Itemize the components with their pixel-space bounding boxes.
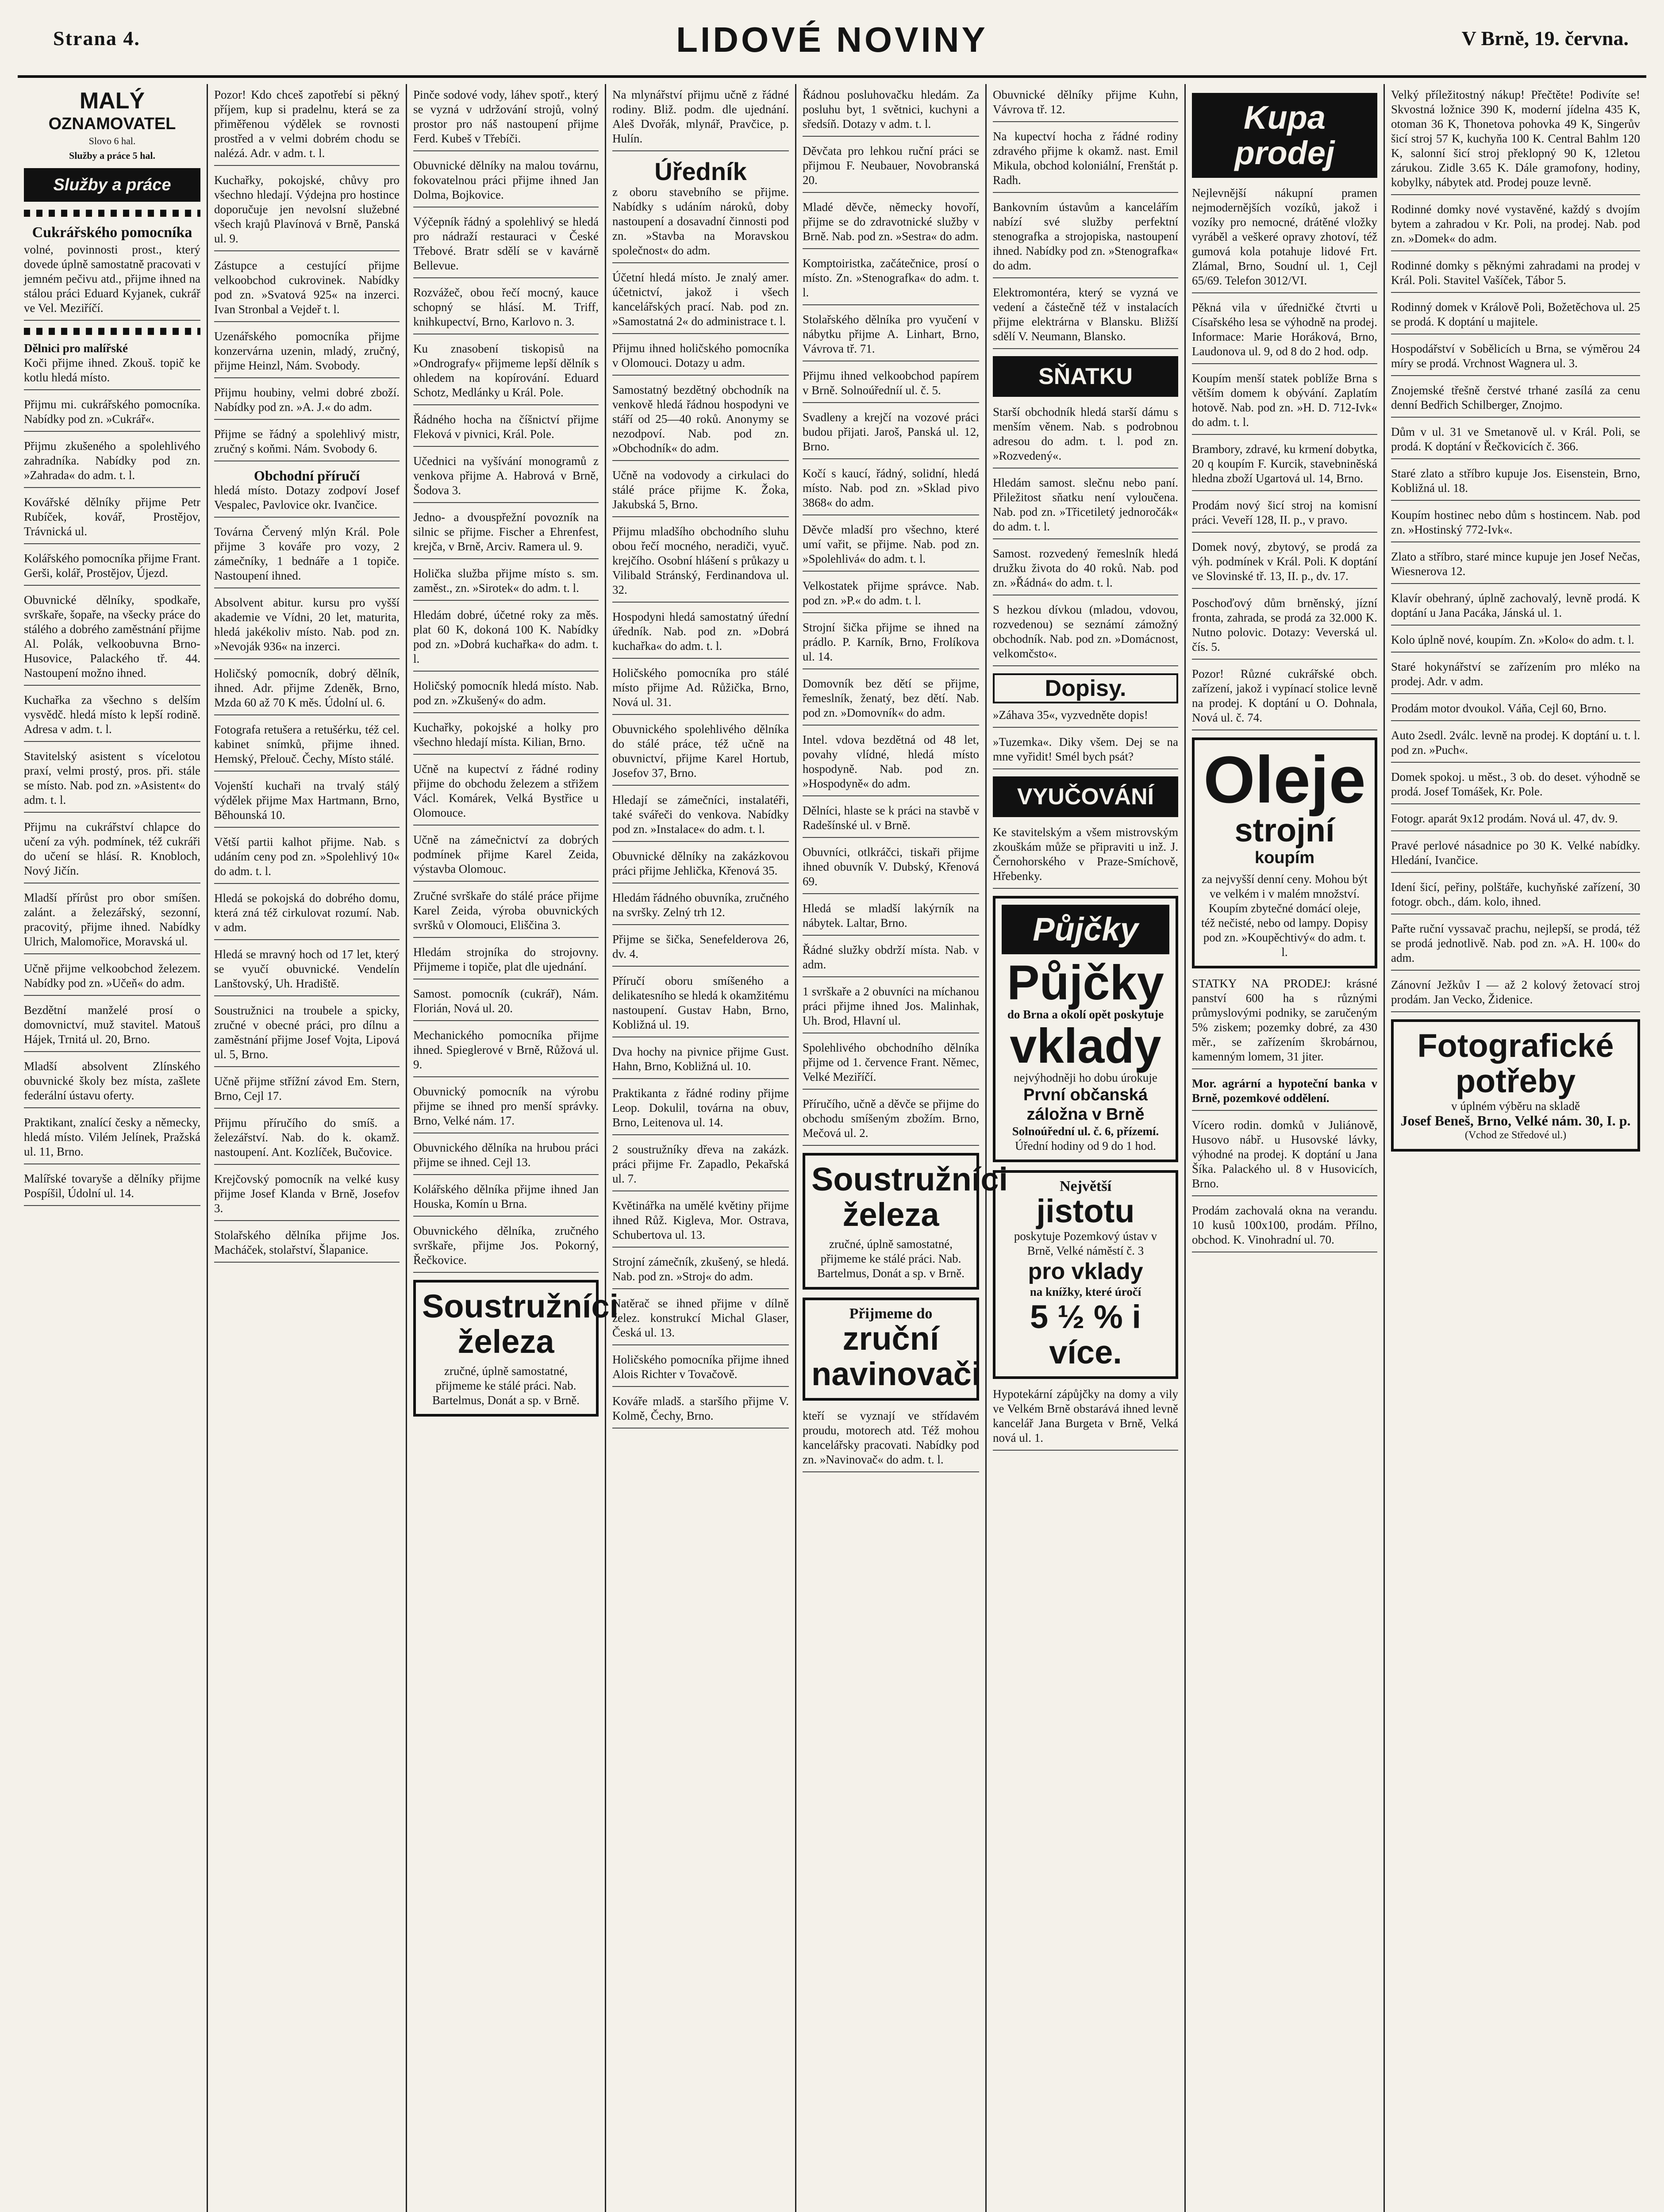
classified-ad: Kovářské dělníky přijme Petr Rubíček, kovář, Prostějov, Trávnická ul. (24, 495, 200, 544)
classified-ad: Ku znasobení tiskopisů na »Ondrografy« přijmeme lepší dělník s ohledem na kopírování. Eduard Schotz, Medlánky u Král. Pole. (413, 342, 599, 405)
classified-ad: Rozvážeč, obou řečí mocný, kauce schopný se hlásí. M. Triff, knihkupectví, Brno, Karlovo n. 3. (413, 285, 599, 334)
classified-ad: Řádného hocha na číšnictví přijme Fleková v pivnici, Král. Pole. (413, 412, 599, 447)
classified-ad: Kuchařky, pokojské a holky pro všechno hledají místa. Kilian, Brno. (413, 720, 599, 755)
classified-ad: Pozor! Kdo chceš zapotřebí si pěkný příjem, kup si pradelnu, která se za přiměřenou výdělek se rovnosti prostřed a v velmi dobrém chodu se nalézá. Adr. v adm. t. l. (214, 88, 400, 166)
classified-ad: Holičského pomocníka přijme ihned Alois Richter v Tovačově. (612, 1352, 789, 1387)
classified-ad: Velký příležitostný nákup! Přečtěte! Podivíte se! Skvostná ložnice 390 K, moderní jídelna 435 K, otoman 36 K, Thonetova pohovka 49 K, Singerův šicí stroj 57 K, kuchyňa 100 K. Central Bahlm 120 K, salonní šicí stroj překlopný 90 K, 12letou zárukou. Zidle 3.65 K. Dále gramofony, hodiny, kobylky, nábytek atd. Prodej pouze levně. (1391, 88, 1640, 195)
classified-ad: Květinářka na umělé květiny přijme ihned Růž. Kigleva, Mor. Ostrava, Schubertova ul. 13. (612, 1198, 789, 1248)
classified-ad: Učednici na vyšívání monogramů z venkova přijme A. Habrová v Brně, Šodova 3. (413, 454, 599, 503)
classified-ad: Hledá se mladší lakýrník na nábytek. Laltar, Brno. (803, 901, 979, 936)
classified-ad: Holičský pomocník, dobrý dělník, ihned. Adr. přijme Zdeněk, Brno, Mzda 60 až 70 K měs. Údolní ul. 6. (214, 666, 400, 715)
classified-ad: Hospodářství v Sobělicích u Brna, se výměrou 24 míry se prodá. Vrchnost Wagnera ul. 3. (1391, 342, 1640, 376)
classified-ad: Strojní zámečník, zkušený, se hledá. Nab. pod zn. »Stroj« do adm. (612, 1255, 789, 1289)
classified-ad: Hledám samost. slečnu nebo paní. Přiležitost sňatku není vyloučena. Nab. pod zn. »Třicetiletý jednoročák« do adm. t. l. (993, 476, 1178, 539)
classified-ad: Učně na zámečnictví za dobrých podmínek přijme Karel Zeida, výstavba Olomouc. (413, 833, 599, 882)
page-number: Strana 4. (53, 27, 140, 50)
classified-ad: Fotografa retušera a retušérku, též cel. kabinet snímků, přijme ihned. Hemský, Přelouč. Čechy, Místo stálé. (214, 722, 400, 772)
classified-ad: Bankovním ústavům a kancelářím nabízí své služby perfektní stenografka a strojopiska, nastoupení ihned. Nabídky pod zn. »Stenografka« do adm. (993, 200, 1178, 278)
classified-ad: Přijmu na cukrářství chlapce do učení za výh. podmínek, též cukráři do učení se hlásí. R. Knobloch, Nový Jičín. (24, 820, 200, 883)
classified-ad: Obuvníci, otlkráčci, tiskaři přijme ihned obuvník V. Dubský, Křenová 69. (803, 845, 979, 894)
section-koupe-prodej: Kupa prodej (1192, 93, 1377, 178)
classified-ad: Intel. vdova bezdětná od 48 let, povahy vlídné, hledá místo hospodyně. Nab. pod zn. »Hospodyně« do adm. (803, 733, 979, 796)
classified-ad: Uzenářského pomocníka přijme konzervárna uzenin, mladý, zručný, přijme Heinzl, Nám. Svobody. (214, 329, 400, 378)
classified-ad: Učně přijme velkoobchod železem. Nabídky pod zn. »Učeň« do adm. (24, 961, 200, 996)
classified-ad: Natěrač se ihned přijme v dílně želez. konstrukcí Michal Glaser, Česká ul. 13. (612, 1296, 789, 1345)
classified-ad: Ke stavitelským a všem mistrovským zkouškám může se připraviti u inž. J. Černohorského v Praze-Smíchově, Hřebenky. (993, 825, 1178, 889)
classified-ad: Velkostatek přijme správce. Nab. pod zn. »P.« do adm. t. l. (803, 579, 979, 613)
divider (24, 328, 200, 335)
classified-ad: Stavitelský asistent s vícelotou praxí, velmi prostý, pros. při. stále se místo. Nab. pod zn. »Asistent« do adm. t. l. (24, 749, 200, 813)
classified-ad: Mladé děvče, německy hovoří, přijme se do zdravotnické služby v Brně. Nab. pod zn. »Sestra« do adm. (803, 200, 979, 249)
classified-ad: Hospodyni hledá samostatný úřední úředník. Nab. pod zn. »Dobrá kuchařka« do adm. t. l. (612, 610, 789, 659)
column-1 (18, 84, 208, 2212)
classified-ad: Pinče sodové vody, láhev spotř., který se vyzná v udržování strojů, volný prostor pro náš nastoupení přijme Ferd. Kubeš v Třebíči. (413, 88, 599, 151)
classified-ad: Prodám motor dvoukol. Váňa, Cejl 60, Brno. (1391, 701, 1640, 721)
classified-ad: Spolehlivého obchodního dělníka přijme od 1. července Frant. Němec, Velké Meziříčí. (803, 1041, 979, 1090)
classified-ad: Mor. agrární a hypoteční banka v Brně, pozemkové oddělení. (1192, 1076, 1377, 1111)
column-8 (1385, 84, 1646, 2212)
column-4 (606, 84, 796, 2212)
classified-ad: Kolářského pomocníka přijme Frant. Gerši, kolář, Prostějov, Újezd. (24, 551, 200, 586)
classified-ad: Hledám řádného obuvníka, zručného na svršky. Zelný trh 12. (612, 891, 789, 925)
classified-ad: Poschoďový dům brněnský, jízní fronta, zahrada, se prodá za 32.000 K. Nutno polovic. Dotazy: Veverská ul. čís. 5. (1192, 596, 1377, 660)
classified-ad: Rodinné domky nové vystavěné, každý s dvojím bytem a zahradou v Kr. Poli, na prodej. Nab. pod zn. »Domek« do adm. (1391, 202, 1640, 251)
classified-ad: Obuvnického dělníka na hrubou práci přijme se ihned. Cejl 13. (413, 1141, 599, 1175)
classified-ad: Zlato a stříbro, staré mince kupuje jen Josef Nečas, Wiesnerova 12. (1391, 549, 1640, 584)
classified-ad: Staré zlato a stříbro kupuje Jos. Eisenstein, Brno, Kobližná ul. 18. (1391, 466, 1640, 501)
classified-ad: Samost. rozvedený řemeslník hledá družku života do 40 roků. Nab. pod zn. »Řádná« do adm. t. l. (993, 546, 1178, 595)
classified-ad: Strojní šička přijme se ihned na prádlo. P. Karník, Brno, Frolíkova ul. 14. (803, 620, 979, 669)
classified-ad: Řádné služky obdrží místa. Nab. v adm. (803, 943, 979, 977)
classified-ad: Hledají se zámečníci, instalatéři, také svářeči do venkova. Nabídky pod zn. »Instalace« do adm. t. l. (612, 793, 789, 842)
display-ad-soustruznici: Soustružníci železa zručné, úplně samostatné, přijmeme ke stálé práci. Nab. Bartelmus, Donát a sp. v Brně. (413, 1280, 599, 1417)
classified-ad: Pařte ruční vyssavač prachu, nejlepší, se prodá, též se prodá jednotlivě. Nab. pod zn. »A. H. 100« do adm. (1391, 922, 1640, 971)
classified-ad: Přijmu ihned velkoobchod papírem v Brně. Solnoúředníí ul. č. 5. (803, 369, 979, 403)
classified-ad: Klavír obehraný, úplně zachovalý, levně prodá. K doptání u Jana Pacáka, Jánská ul. 1. (1391, 591, 1640, 626)
classified-ad: Krejčovský pomocník na velké kusy přijme Josef Klanda v Brně, Josefov 3. (214, 1172, 400, 1221)
classified-ad: Obuvnický pomocník na výrobu přijme se ihned pro menší správky. Brno, Velké nám. 17. (413, 1084, 599, 1133)
column-5 (796, 84, 1008, 2212)
classified-ad: Praktikant, znalící česky a německy, hledá místo. Vilém Jelínek, Pražská ul. 11, Brno. (24, 1115, 200, 1164)
section-sluzby-a-prace: Služby a práce (24, 168, 200, 202)
classified-ad: Kuchařka za všechno s delším vysvědč. hledá místo k lepší rodině. Adresa v adm. t. l. (24, 693, 200, 742)
classified-ad: Zánovní Ježkův I — až 2 kolový žetovací stroj prodám. Jan Vecko, Židenice. (1391, 978, 1640, 1012)
classified-ad: Auto 2sedl. 2válc. levně na prodej. K doptání u. t. l. pod zn. »Puch«. (1391, 728, 1640, 763)
classified-ad: Kočí s kaucí, řádný, solidní, hledá místo. Nab. pod zn. »Sklad pivo 3868« do adm. (803, 466, 979, 515)
classified-ad: Domek spokoj. u měst., 3 ob. do deset. výhodně se prodá. Josef Tomášek, Kr. Pole. (1391, 770, 1640, 804)
classified-ad: Obuvnické dělníky na zakázkovou práci přijme Jehlička, Křenová 35. (612, 849, 789, 883)
classified-ad: Na mlynářství přijmu učně z řádné rodiny. Bliž. podm. dle ujednání. Aleš Dvořák, mlynář, Pravčice, p. Hulín. (612, 88, 789, 151)
classified-ad: Kováře mladš. a staršího přijme V. Kolmě, Čechy, Brno. (612, 1394, 789, 1429)
column-6 (987, 84, 1186, 2212)
classified-ad: Přijmu mladšího obchodního sluhu obou řečí mocného, neradiči, vyuč. krejčího. Osobní hlášení s průkazy u Vilibald Stránský, Ferdinandova ul. 32. (612, 524, 789, 603)
classified-ad: Mechanického pomocníka přijme ihned. Spieglerové v Brně, Růžová ul. 9. (413, 1028, 599, 1077)
classified-ad: Koupím hostinec nebo dům s hostincem. Nab. pod zn. »Hostinský 772-Ivk«. (1391, 508, 1640, 542)
classified-ad: Kuchařky, pokojské, chůvy pro všechno hledají. Výdejna pro hostince doporučuje jen nevolsní služebné všech krajů Plavínová v Brně, Panská ul. 9. (214, 173, 400, 251)
display-ad-oleje: Oleje strojní koupím za nejvyšší denní ceny. Mohou být ve velkém i v malém množství. Koupím zbytečné domácí oleje, též nečisté, nebo od lampy. Dopisy pod zn. »Koupěchtivý« do adm. t. l. (1192, 737, 1377, 968)
classified-ad: 2 soustružníky dřeva na zakázk. práci přijme Fr. Zapadlo, Pekařská ul. 7. (612, 1142, 789, 1191)
classified-ad: Obuvnické dělníky, spodkaře, svrškaře, šopaře, na všecky práce do stálého a dobrého zaměstnání přijme Al. Polák, velkoobuvna Brno-Husovice, Palackého tř. 44. Nastoupení možno ihned. (24, 593, 200, 686)
section-urednik: Úředník (654, 157, 747, 185)
classified-ad: Hledá se pokojská do dobrého domu, která zná též cirkulovat rozumí. Nab. v adm. (214, 891, 400, 940)
classified-ad: Nejlevnější nákupní pramen nejmodernějších vozíků, jakož i vozíky pro nemocné, drátěné vložky vyráběl a veškeré opravy zhotoví, též gumová kola potahuje lidové Frt. Zlámal, Brno, Soudní ul. 1, Cejl 65/69. Telefon 3012/VI. (1192, 186, 1377, 293)
classified-ad: Samostatný bezdětný obchodník na venkově hledá řádnou hospodyni ve stáří od 25—40 roků. Anonymy se nezodpoví. Nab. pod zn. »Obchodník« do adm. (612, 383, 789, 461)
classified-ad: Holička služba přijme místo s. sm. zaměst., zn. »Sirotek« do adm. t. l. (413, 566, 599, 601)
classified-ad: Pozor! Různé cukrářské obch. zařízení, jakož i vypínací stolice levně na prodej. K doptání u O. Dohnala, Nová ul. č. 74. (1192, 667, 1377, 730)
issue-date: V Brně, 19. června. (1461, 27, 1629, 50)
classified-ad: Staré hokynářství se zařízením pro mléko na prodej. Adr. v adm. (1391, 660, 1640, 694)
classified-ad: Stolařského dělníka přijme Jos. Macháček, stolařství, Šlapanice. (214, 1228, 400, 1263)
classified-ad: Dělníci, hlaste se k práci na stavbě v Radešínské ul. v Brně. (803, 803, 979, 838)
classified-ad: Hypotekární zápůjčky na domy a vily ve Velkém Brně obstarává ihned levně kancelář Jana Burgeta v Brně, Velká nová ul. 1. (993, 1387, 1178, 1451)
classified-ad: Hledám strojníka do strojovny. Přijmeme i topiče, plat dle ujednání. (413, 945, 599, 979)
classified-ad: Stolařského dělníka pro vyučení v nábytku přijme A. Linhart, Brno, Vávrova tř. 71. (803, 312, 979, 361)
newspaper-title: LIDOVÉ NOVINY (676, 20, 988, 59)
classified-ad: Znojemské třešně čerstvé trhané zasílá za cenu denní Bedřich Schilberger, Znojmo. (1391, 383, 1640, 418)
classified-ad: Obuvnické dělníky na malou továrnu, fokovatelnou práci přijme ihned Jan Dolma, Bojkovice. (413, 158, 599, 207)
classified-ad: Hledám dobré, účetné roky za měs. plat 60 K, dokoná 100 K. Nabídky pod zn. »Dobrá kuchařka« do adm. t. l. (413, 608, 599, 672)
classified-ad: Učně na kupectví z řádné rodiny přijme do obchodu železem a střižem Václ. Komárek, Velká Bystřice u Olomouce. (413, 762, 599, 826)
classified-ad: Domek nový, zbytový, se prodá za výh. podmínek v Král. Poli. K doptání ve Slovinské tř. 13, II. p., dv. 17. (1192, 540, 1377, 589)
classified-ad: Prodám zachovalá okna na verandu. 10 kusů 100x100, prodám. Přílno, obchod. K. Vinohradní ul. 70. (1192, 1203, 1377, 1252)
display-ad-fotograficke-potreby: Fotografické potřeby v úplném výběru na skladě Josef Beneš, Brno, Velké nám. 30, I. p. (Vchod ze Středové ul.) (1391, 1019, 1640, 1152)
maly-header: MALÝ OZNAMOVATEL Slovo 6 hal. Služby a práce 5 hal. (48, 88, 176, 161)
section-snatku: SŇATKU (993, 356, 1178, 397)
classified-ad: Učně přijme střížní závod Em. Stern, Brno, Cejl 17. (214, 1074, 400, 1109)
classified-ad: »Tuzemka«. Diky všem. Dej se na mne vyřidit! Smél bych psát? (993, 735, 1178, 769)
display-ad-navinovaci: Přijmeme do zruční navinovači (803, 1298, 979, 1401)
column-3 (407, 84, 619, 2212)
section-vyucovani: VYUČOVÁNÍ (993, 776, 1178, 817)
display-ad-soustruznici-2: Soustružníci železa zručné, úplně samostatné, přijmeme ke stálé práci. Nab. Bartelmus, Donát a sp. v Brně. (803, 1153, 979, 1290)
classified-ad: Pěkná vila v úředničké čtvrti u Císařského lesa se výhodně na prodej. Informace: Marie Horáková, Brno, Laudonova ul. 9, od 8 do 2 hod. odp. (1192, 300, 1377, 364)
classified-ad: Přijme se řádný a spolehlivý mistr, zručný s koňmi. Nám. Svobody 6. (214, 427, 400, 461)
classified-ad: Komptoiristka, začátečnice, prosí o místo. Zn. »Stenografka« do adm. t. l. (803, 256, 979, 305)
section-dopisy: Dopisy. (993, 673, 1178, 703)
classified-ad: Přijmu mi. cukrářského pomocníka. Nabídky pod zn. »Cukrář«. (24, 397, 200, 432)
classified-ad: Elektromontéra, který se vyzná ve vedení a částečně též v instalacích přijme elektrárna v Blansku. Bližší sdělí V. Neumann, Blansko. (993, 285, 1178, 349)
classified-ad: Prodám nový šicí stroj na komisní práci. Veveří 128, II. p., v pravo. (1192, 498, 1377, 533)
classified-ad: Obuvnické dělníky přijme Kuhn, Vávrova tř. 12. (993, 88, 1178, 122)
classified-ad: Obuvnického spolehlivého dělníka do stálé práce, též učně na obuvnictví, přijme Karel Hortub, Josefov 37, Brno. (612, 722, 789, 786)
column-2 (208, 84, 407, 2212)
classified-ad: Svadleny a krejčí na vozové práci budou přijati. Jaroš, Panská ul. 12, Brno. (803, 410, 979, 459)
classified-ad: 1 svrškaře a 2 obuvníci na míchanou práci přijme ihned Jos. Malinhak, Uh. Brod, Hlavní ul. (803, 984, 979, 1033)
classified-ad: Větší partii kalhot přijme. Nab. s udáním ceny pod zn. »Spolehlivý 10« do adm. t. l. (214, 835, 400, 884)
classified-ad: Soustružnici na troubele a spicky, zručné v obecné práci, pro dílnu a zaměstnání přijme Josef Vojta, Lipová ul. 5, Brno. (214, 1003, 400, 1067)
ad-heading: Dělnici pro malířské (24, 342, 128, 355)
classified-ad: STATKY NA PRODEJ: krásné panství 600 ha s různými průmyslovými podniky, se zaručeným 5% ziskem; pozemky dobré, za 430 měr., se zařízením škrobárnou, kamenným lomem, 31 jiter. (1192, 976, 1377, 1069)
classified-ad: Idení šicí, peřiny, polštáře, kuchyňské zařízení, 30 fotogr. obch., dám. kolo, ihned. (1391, 880, 1640, 914)
ad-heading: Obchodní příručí (254, 468, 360, 484)
display-ad-zalozna: Půjčky Půjčky do Brna a okolí opět poskytuje vklady nejvýhodněji ho dobu úrokujе První občanská záložna v Brně Solnoúřední ul. č. 6, přízemí. Úřední hodiny od 9 do 1 hod. (993, 896, 1178, 1162)
classified-ad: Praktikanta z řádné rodiny přijme Leop. Dokulil, továrna na obuv, Brno, Leitenova ul. 14. (612, 1086, 789, 1135)
classified-ad: Absolvent abitur. kursu pro vyšší akademie ve Vídni, 20 let, maturita, hledá jakékoliv místo. Nab. pod zn. »Nevoják 936« na inzerci. (214, 595, 400, 659)
classified-ad: Učně na vodovody a cirkulaci do stálé práce přijme K. Žoka, Jakubská 5, Brno. (612, 468, 789, 517)
classified-ad: Přijmu houbiny, velmi dobré zboží. Nabídky pod zn. »A. J.« do adm. (214, 385, 400, 420)
classified-ad: Dva hochy na pivnice přijme Gust. Hahn, Brno, Kobližná ul. 10. (612, 1045, 789, 1079)
classified-ad: Rodinný domek v Králově Poli, Božetěchova ul. 25 se prodá. K doptání u majitele. (1391, 300, 1640, 334)
classified-ad: Obuvnického dělníka, zručného svrškaře, přijme Jos. Pokorný, Řečkovice. (413, 1224, 599, 1273)
classified-ad: Příručího, učně a děvče se přijme do obchodu smíšeným zbožím. Brno, Mečová ul. 2. (803, 1097, 979, 1146)
classified-ad: Zástupce a cestující přijme velkoobchod cukrovinek. Nabídky pod zn. »Svatová 925« na inzerci. Ivan Stronbal a Vejdeř t. l. (214, 258, 400, 322)
classified-ad: z oboru stavebního se přijme. Nabídky s udáním nároků, doby nastoupení a dosavadní činnosti pod zn. »Stavba na Moravskou společnost« do adm. (612, 185, 789, 263)
classified-ad: Holičského pomocníka pro stálé místo přijme Ad. Růžička, Brno, Nová ul. 31. (612, 666, 789, 715)
classified-columns (18, 84, 1646, 2212)
classified-ad: Malířské tovaryše a dělníky přijme Pospíšil, Údolní ul. 14. (24, 1171, 200, 1206)
classified-ad: Domovník bez dětí se přijme, řemeslník, ženatý, bez dětí. Nab. pod zn. »Domovník« do adm. (803, 676, 979, 726)
classified-ad: S hezkou dívkou (mladou, vdovou, rozvedenou) se seznámí zámožný obchodník. Nab. pod zn. »Domácnost, velkomčsto«. (993, 603, 1178, 666)
classified-ad: »Záhava 35«, vyzvedněte dopis! (993, 708, 1178, 728)
classified-ad: Samost. pomocník (cukrář), Nám. Florián, Nová ul. 20. (413, 987, 599, 1021)
classified-ad: Dům v ul. 31 ve Smetanově ul. v Král. Poli, se prodá. K doptání v Řečkovicích č. 366. (1391, 425, 1640, 459)
classified-ad: Přijmu zkušeného a spolehlivého zahradníka. Nabídky pod zn. »Zahrada« do adm. t. l. (24, 439, 200, 488)
classified-ad: Rodinné domky s pěknými zahradami na prodej v Král. Poli. Stavitel Vašíček, Tábor 5. (1391, 258, 1640, 293)
classified-ad: Přijme se šička, Senefelderova 26, dv. 4. (612, 932, 789, 967)
classified-ad: Holičský pomocník hledá místo. Nab. pod zn. »Zkušený« do adm. (413, 679, 599, 713)
classified-ad: kteří se vyznají ve střídavém proudu, motorech atd. Též mohou kancelářsky pracovati. Nabídky pod zn. »Navinovač« do adm. t. l. (803, 1409, 979, 1472)
classified-ad: Fotogr. aparát 9x12 prodám. Nová ul. 47, dv. 9. (1391, 811, 1640, 831)
classified-ad: Brambory, zdravé, ku krmení dobytka, 20 q koupím F. Kurcik, stavebniněská hledna zboží Ugartová ul. 14, Brno. (1192, 442, 1377, 491)
classified-ad: Jedno- a dvouspřežní povozník na silnic se přijme. Fischer a Ehrenfest, krejča, v Brně, Arciv. Ramera ul. 9. (413, 510, 599, 559)
classified-ad: Vícero rodin. domků v Juliánově, Husovo nábř. u Husovské lávky, výhodné na prodej. K doptání u Jana Šíka. Palackého ul. 8 v Husovicích, Brno. (1192, 1118, 1377, 1196)
classified-ad: Koupím menší statek poblíže Brna s větším domem k obývání. Zaplatím hotově. Nab. pod zn. »H. D. 712-Ivk« do adm. t. l. (1192, 371, 1377, 435)
display-ad-pozemkovy-ustav: Největší jistotu poskytuje Pozemkový ústav v Brně, Velké náměstí č. 3 pro vklady na knížky, které úročí 5 ½ % i více. (993, 1170, 1178, 1379)
classified-ad: Kolo úplně nové, koupím. Zn. »Kolo« do adm. t. l. (1391, 633, 1640, 653)
classified-ad: Výčepník řádný a spolehlivý se hledá pro nádraží restauraci v České Třebové. Bratr sdělí se v kavárně Bellevue. (413, 215, 599, 278)
classified-ad: Starší obchodník hledá starší dámu s menším věnem. Nab. s podrobnou adresou do adm. t. l. pod zn. »Rozvedený«. (993, 405, 1178, 469)
newspaper-page (18, 9, 1646, 2212)
classified-ad: Přijmu příručího do smíš. a železářství. Nab. do k. okamž. nastoupení. Ant. Kozlíček, Bučovice. (214, 1116, 400, 1165)
divider (24, 210, 200, 217)
classified-ad: Účetní hledá místo. Je znalý amer. účetnictví, jakož i všech kancelářských prací. Nab. pod zn. »Samostatná 2« do administrace t. l. (612, 270, 789, 334)
classified-ad: Bezdětní manželé prosí o domovnictví, muž stavitel. Matouš Hájek, Trnitá ul. 20, Brno. (24, 1003, 200, 1052)
classified-ad: Koči přijme ihned. Zkouš. topič ke kotlu hledá místo. (24, 356, 200, 390)
classified-ad: Děvče mladší pro všechno, které umí vařit, se přijme. Nab. pod zn. »Spolehlivá« do adm. t. l. (803, 522, 979, 572)
classified-ad: Pravé perlové násadnice po 30 K. Velké nabídky. Hledání, Ivančice. (1391, 838, 1640, 873)
classified-ad: Řádnou posluhovačku hledám. Za posluhu byt, 1 světnici, kuchyni a sředsíň. Dotazy v adm. t. l. (803, 88, 979, 137)
classified-ad: Příručí oboru smíšeného a delikatesního se hledá k okamžitému nastoupení. Gustav Habn, Brno, Kobližná ul. 19. (612, 974, 789, 1037)
ad-heading: Cukrářského pomocníka (32, 224, 192, 241)
classified-ad: Zručné svrškaře do stálé práce přijme Karel Zeida, výroba obuvnických svršků v Olomouci, Eliščina 3. (413, 889, 599, 938)
classified-ad: Přijmu ihned holičského pomocníka v Olomouci. Dotazy u adm. (612, 341, 789, 376)
classified-ad: hledá místo. Dotazy zodpoví Josef Vespalec, Pavlovice okr. Ivančice. (214, 483, 400, 518)
column-7 (1186, 84, 1385, 2212)
classified-ad: Děvčata pro lehkou ruční práci se přijmou F. Neubauer, Novobranská 20. (803, 144, 979, 193)
classified-ad: Kolářského dělníka přijme ihned Jan Houska, Komín u Brna. (413, 1182, 599, 1217)
classified-ad: Mladší přírůst pro obor smíšen. zalánt. a železářský, sezonní, pracovitý, přijme ihned. Nabídky Ulrich, Malomořice, Moravská ul. (24, 891, 200, 954)
classified-ad: Mladší absolvent Zlínského obuvnické školy bez místa, zašlete federální ústavu oferty. (24, 1059, 200, 1108)
masthead (18, 9, 1646, 78)
classified-ad: Hledá se mravný hoch od 17 let, který se vyučí obuvnické. Vendelín Lanštovský, Uh. Hradiště. (214, 947, 400, 996)
classified-ad: volné, povinnosti prost., který dovede úplně samostatně pracovati v jemném pečivu atd., přijme ihned na stálou práci Eduard Kyjanek, cukrář ve Vel. Meziříčí. (24, 242, 200, 321)
classified-ad: Na kupectví hocha z řádné rodiny zdravého přijme k okamž. nast. Emil Mikula, obchod koloniální, Frenštát p. Radh. (993, 129, 1178, 193)
classified-ad: Vojenští kuchaři na trvalý stálý výdělek přijme Max Hartmann, Brno, Běhounská 10. (214, 779, 400, 828)
classified-ad: Továrna Červený mlýn Král. Pole přijme 3 kováře pro vozy, 2 zámečníky, 1 bednáře a 1 topiče. Nastoupení ihned. (214, 525, 400, 588)
